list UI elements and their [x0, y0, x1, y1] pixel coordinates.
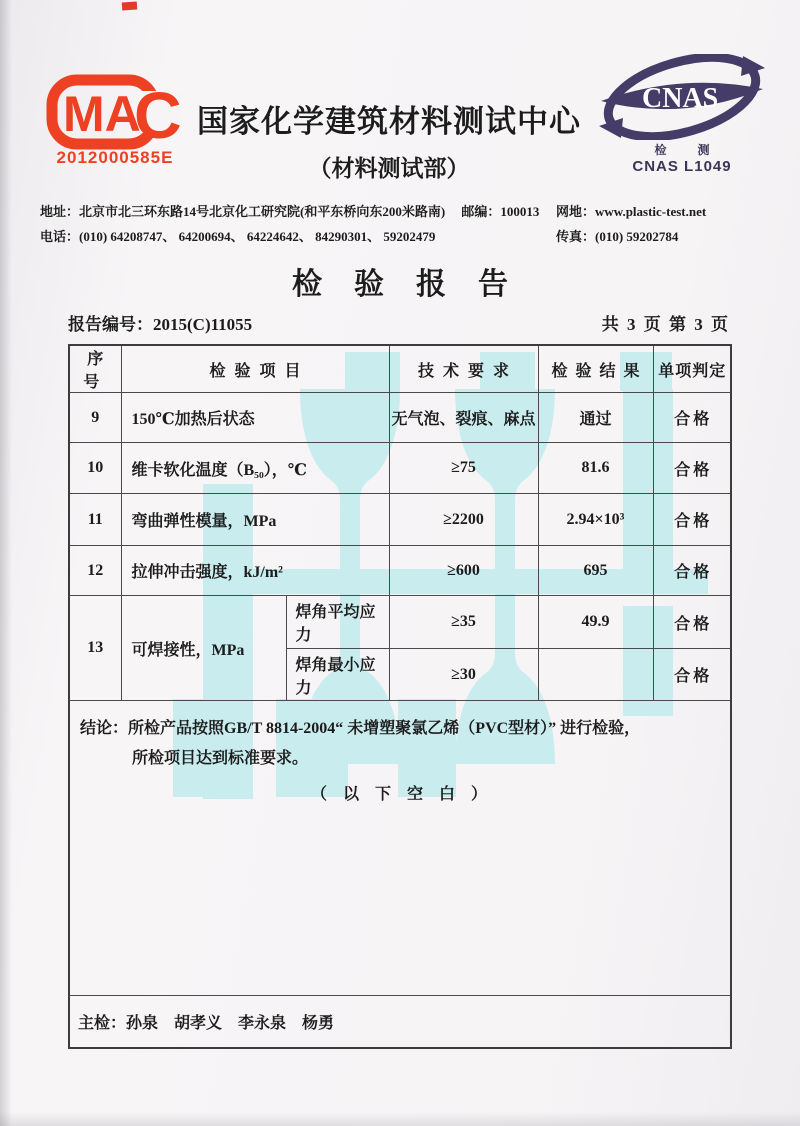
cell-result: [538, 649, 653, 701]
conclusion-cell: [69, 701, 731, 996]
report-number: [68, 310, 252, 335]
table-row: [69, 393, 731, 443]
cell-judge: 合格: [653, 393, 731, 443]
cnas-type-label: 检 测: [654, 143, 724, 157]
cma-c-letter: C: [134, 78, 182, 150]
conclusion-text1: 所检产品按照GB/T 8814-2004“ 未增塑聚氯乙烯（PVC型材）” 进行检验，: [128, 720, 641, 737]
contact-fax-line: 传真：(010) 59202784: [556, 229, 679, 244]
report-meta-row: [68, 310, 730, 335]
header-seq: 序号: [69, 345, 121, 393]
conclusion-row: [69, 701, 731, 996]
cell-req: ≥35: [389, 596, 538, 649]
scan-red-mark: [122, 1, 138, 10]
contact-phone-line: 电话：(010) 64208747、 64200694、 64224642、 84290301、 59202479: [40, 229, 436, 244]
cell-seq: 13: [69, 596, 121, 701]
cnas-block: [596, 54, 768, 175]
cell-judge: 合格: [653, 649, 731, 701]
header-req: 技术要求: [389, 345, 538, 393]
cell-seq: 12: [69, 546, 121, 596]
cnas-logo-icon: [597, 54, 767, 140]
cell-item: 150℃加热后状态: [121, 393, 389, 443]
inspector-cell: [69, 996, 731, 1048]
cell-item: 可焊接性，MPa: [121, 596, 286, 701]
header-item: 检验项目: [121, 345, 389, 393]
cell-req: ≥30: [389, 649, 538, 701]
cell-req: ≥600: [389, 546, 538, 596]
cell-result: 通过: [538, 393, 653, 443]
cell-item: 拉伸冲击强度，kJ/m²: [121, 546, 389, 596]
header-result: 检验结果: [538, 345, 653, 393]
cell-result: 49.9: [538, 596, 653, 649]
page-indicator: 共 3 页 第 3 页: [601, 315, 730, 334]
conclusion-label: 结论：: [80, 720, 129, 737]
cell-subitem: 焊角最小应力: [286, 649, 389, 701]
report-title: 检验报告: [292, 268, 540, 301]
table-header-row: [69, 345, 731, 393]
inspector-row: [69, 996, 731, 1048]
results-table: [68, 344, 732, 1049]
cell-result: 81.6: [538, 443, 653, 494]
dept-subtitle: （材料测试部）: [308, 156, 470, 181]
cell-req: ≥75: [389, 443, 538, 494]
cell-judge: 合格: [653, 546, 731, 596]
cnas-wordmark: CNAS: [642, 83, 719, 114]
cell-seq: 10: [69, 443, 121, 494]
table-row: [69, 546, 731, 596]
scan-edge-shadow: [0, 0, 12, 1126]
report-number-label: 报告编号：: [68, 315, 153, 334]
cell-req: ≥2200: [389, 494, 538, 546]
cell-item: 弯曲弹性模量，MPa: [121, 494, 389, 546]
inspector-names: 孙泉 胡孝义 李永泉 杨勇: [126, 1014, 335, 1032]
header-judge: 单项判定: [653, 345, 731, 393]
cma-logo-icon: [46, 74, 182, 150]
contact-website-line: 网地：www.plastic-test.net: [556, 204, 707, 219]
conclusion-line1: [80, 714, 718, 744]
table-row: [69, 494, 731, 546]
cnas-cert-number: CNAS L1049: [632, 158, 732, 175]
contact-block: [40, 199, 766, 249]
cell-judge: 合格: [653, 443, 731, 494]
inspector-label: 主检：: [78, 1014, 127, 1032]
table-row: [69, 596, 731, 649]
contact-address-line: 地址：北京市北三环东路14号北京化工研究院(和平东桥向东200米路南) 邮编：100013: [40, 204, 540, 219]
scan-bottom-shadow: [0, 1112, 800, 1126]
cell-req: 无气泡、裂痕、麻点: [389, 393, 538, 443]
blank-below-note: （以下空白）: [311, 786, 504, 803]
cell-subitem: 焊角平均应力: [286, 596, 389, 649]
table-row: [69, 443, 731, 494]
cell-result: 2.94×10³: [538, 494, 653, 546]
cma-ma-letters: MA: [63, 86, 141, 142]
conclusion-text2: 所检项目达到标准要求。: [132, 750, 309, 767]
cell-judge: 合格: [653, 494, 731, 546]
cell-result: 695: [538, 546, 653, 596]
org-title: 国家化学建筑材料测试中心: [197, 104, 581, 139]
cell-seq: 11: [69, 494, 121, 546]
cell-seq: 9: [69, 393, 121, 443]
cell-item: 维卡软化温度（B₅₀），℃: [121, 443, 389, 494]
cma-cert-number: 2012000585E: [56, 148, 174, 167]
report-number-value: 2015(C)11055: [153, 315, 253, 334]
cell-judge: 合格: [653, 596, 731, 649]
